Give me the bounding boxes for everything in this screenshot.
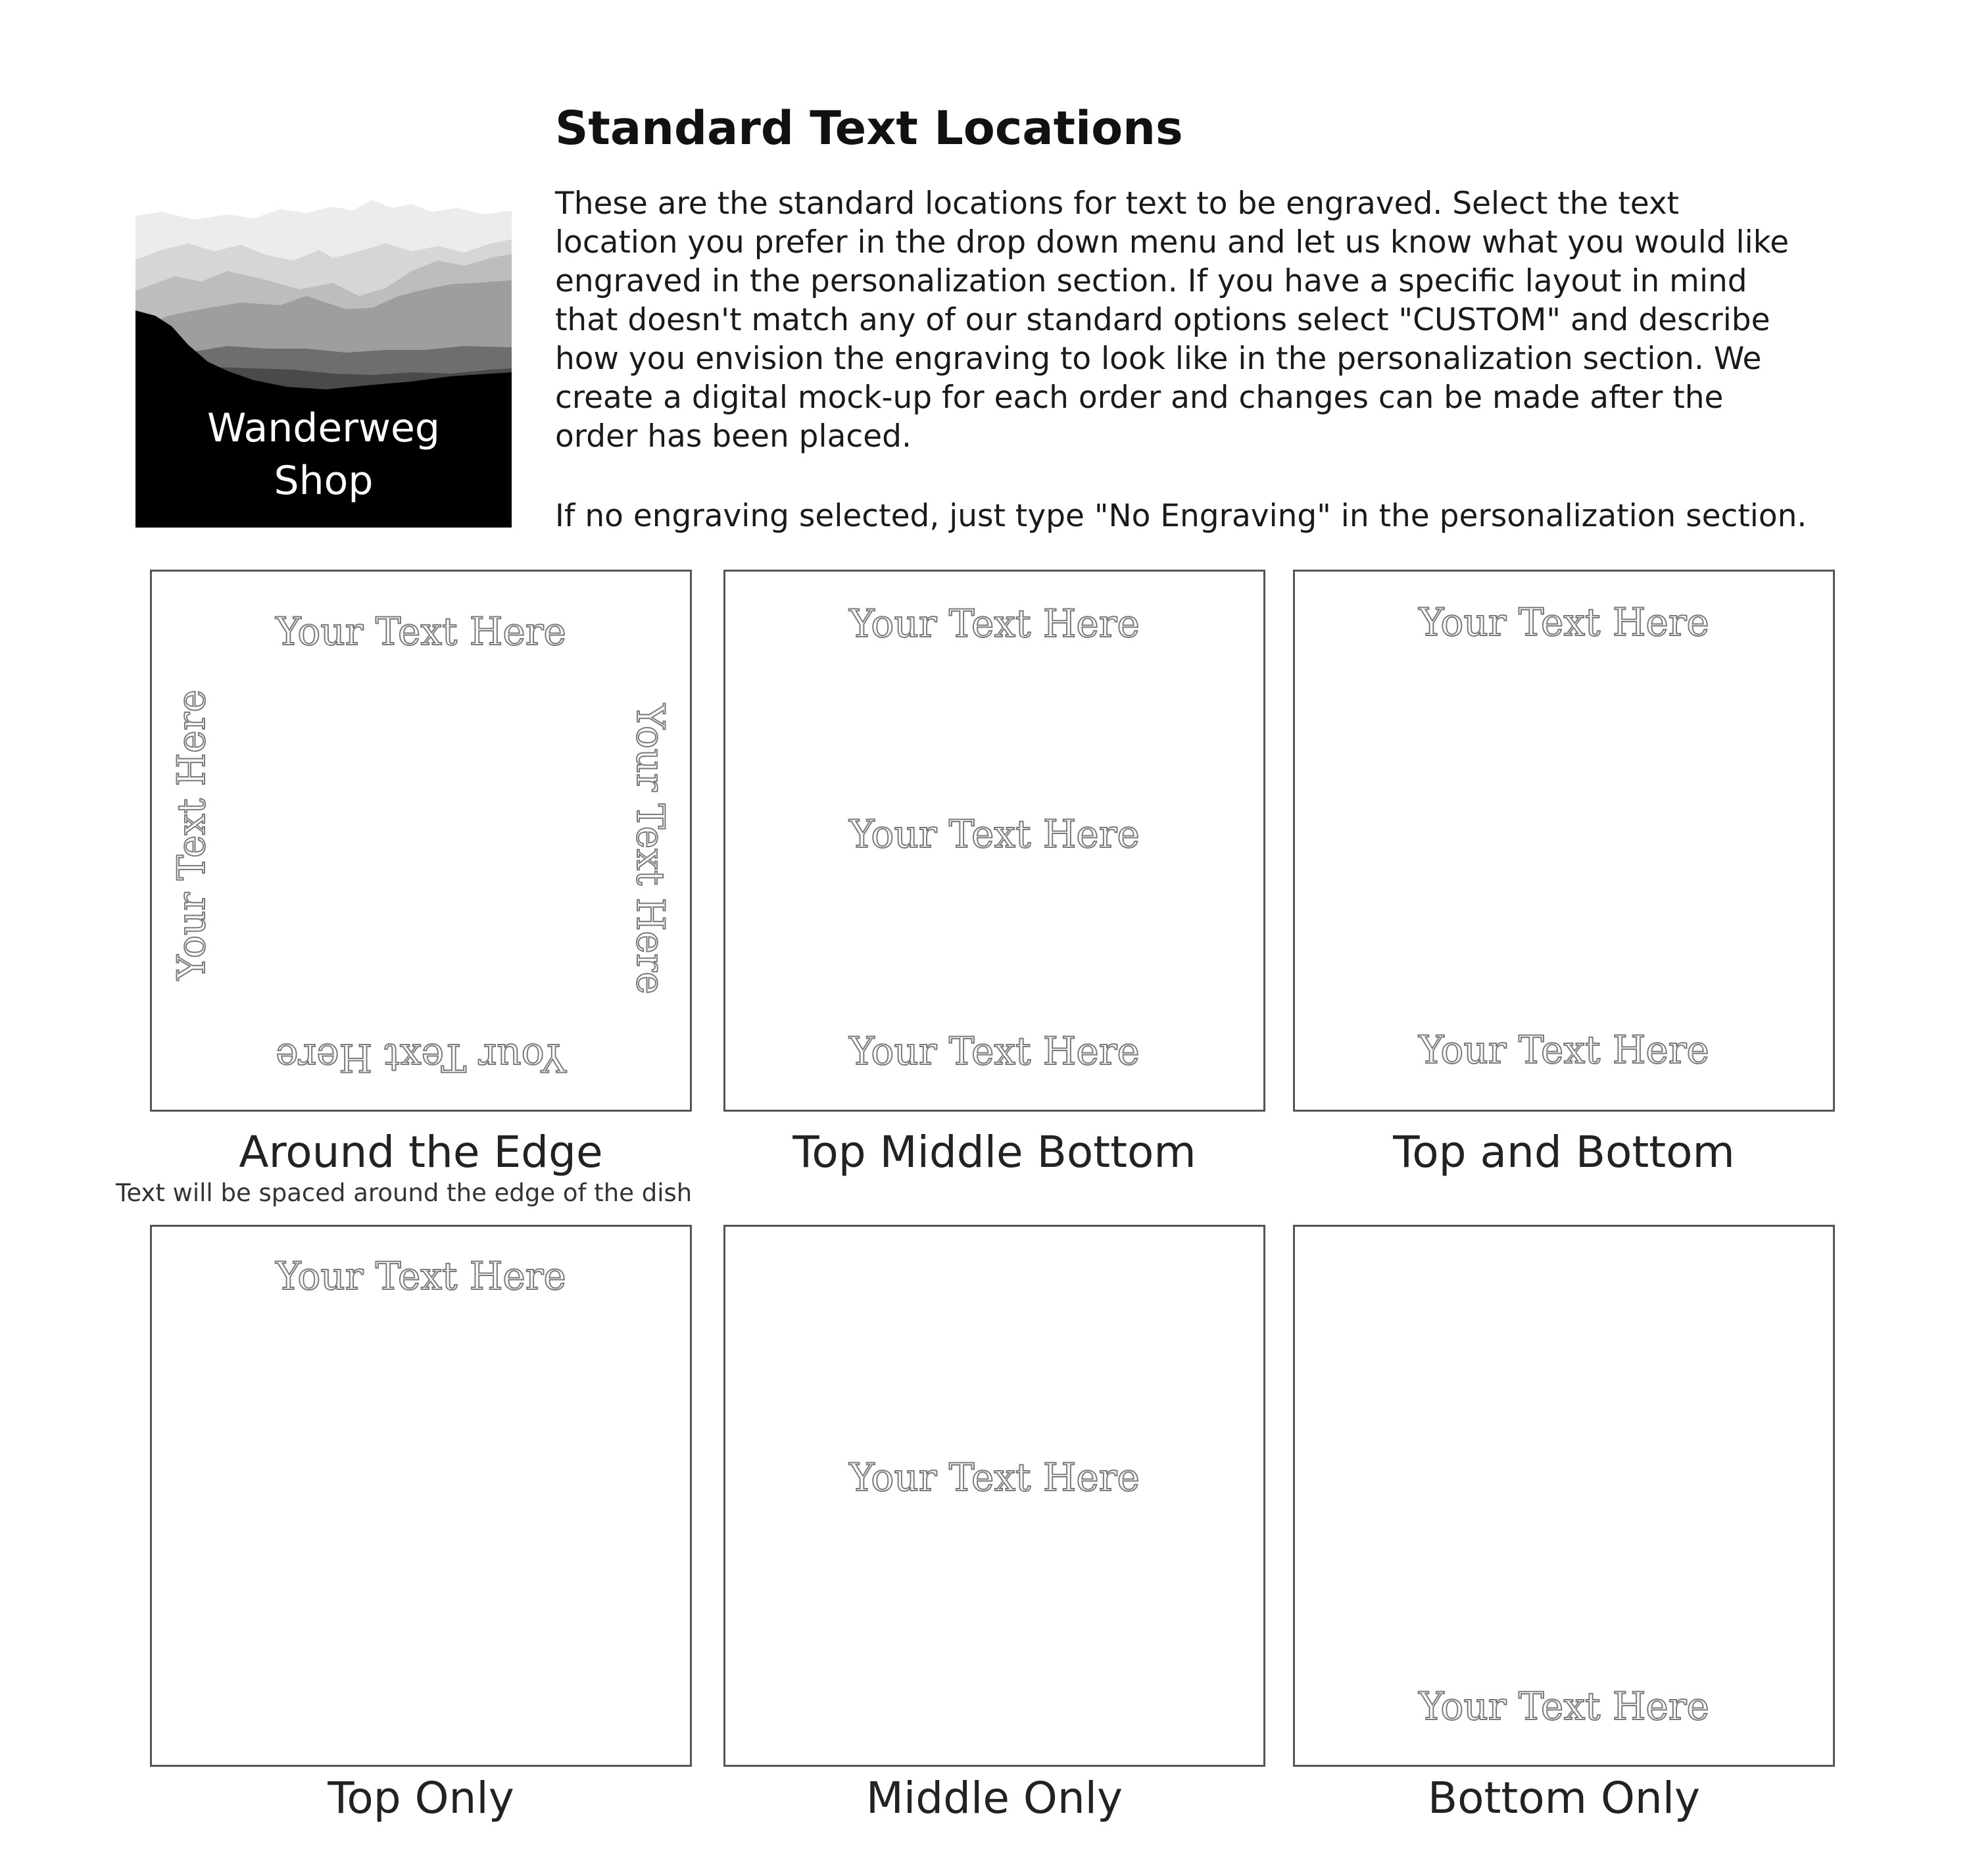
dish-top-and-bottom [1293,570,1835,1112]
logo-line-2: Shop [274,458,374,504]
option-caption: Top Middle Bottom [792,1127,1196,1177]
page-title: Standard Text Locations [555,101,1183,155]
option-caption: Around the Edge [239,1127,603,1177]
intro-line: create a digital mock-up for each order and changes can be made after the [555,380,1724,416]
engraving-top: Your Text Here [276,609,566,654]
engraving-top: Your Text Here [276,1254,566,1298]
intro-line: how you envision the engraving to look like in the personalization section. We [555,341,1762,377]
engraving-bottom: Your Text Here [1419,1684,1709,1729]
engraving-bottom: Your Text Here [276,1035,566,1080]
engraving-top: Your Text Here [849,601,1140,646]
intro-line: that doesn't match any of our standard options select "CUSTOM" and describe [555,302,1770,338]
engraving-top: Your Text Here [1419,600,1709,645]
intro-line: engraved in the personalization section. If you have a specific layout in mind [555,263,1747,299]
option-caption: Top Only [328,1773,514,1823]
engraving-middle: Your Text Here [849,812,1140,856]
engraving-middle: Your Text Here [849,1455,1140,1500]
intro-paragraph [555,184,1949,456]
option-caption: Bottom Only [1427,1773,1701,1823]
intro-line: These are the standard locations for text to be engraved. Select the text [555,185,1680,222]
logo-line-1: Wanderweg [207,405,441,451]
engraving-bottom: Your Text Here [849,1029,1140,1074]
shop-logo [135,197,512,528]
option-caption: Middle Only [865,1773,1123,1823]
dish-around-the-edge [150,570,692,1112]
engraving-right: Your Text Here [628,704,673,995]
option-caption: Top and Bottom [1393,1127,1735,1177]
intro-line: order has been placed. [555,418,912,455]
dish-top-only [150,1225,692,1767]
intro-line: location you prefer in the drop down menu and let us know what you would like [555,224,1790,260]
no-engraving-note: If no engraving selected, just type "No Engraving" in the personalization section. [555,498,1807,534]
dish-bottom-only [1293,1225,1835,1767]
dish-middle-only [723,1225,1265,1767]
option-subcaption: Text will be spaced around the edge of the dish [116,1179,693,1207]
dish-top-middle-bottom [723,570,1265,1112]
engraving-bottom: Your Text Here [1419,1027,1709,1072]
engraving-left: Your Text Here [169,689,214,980]
